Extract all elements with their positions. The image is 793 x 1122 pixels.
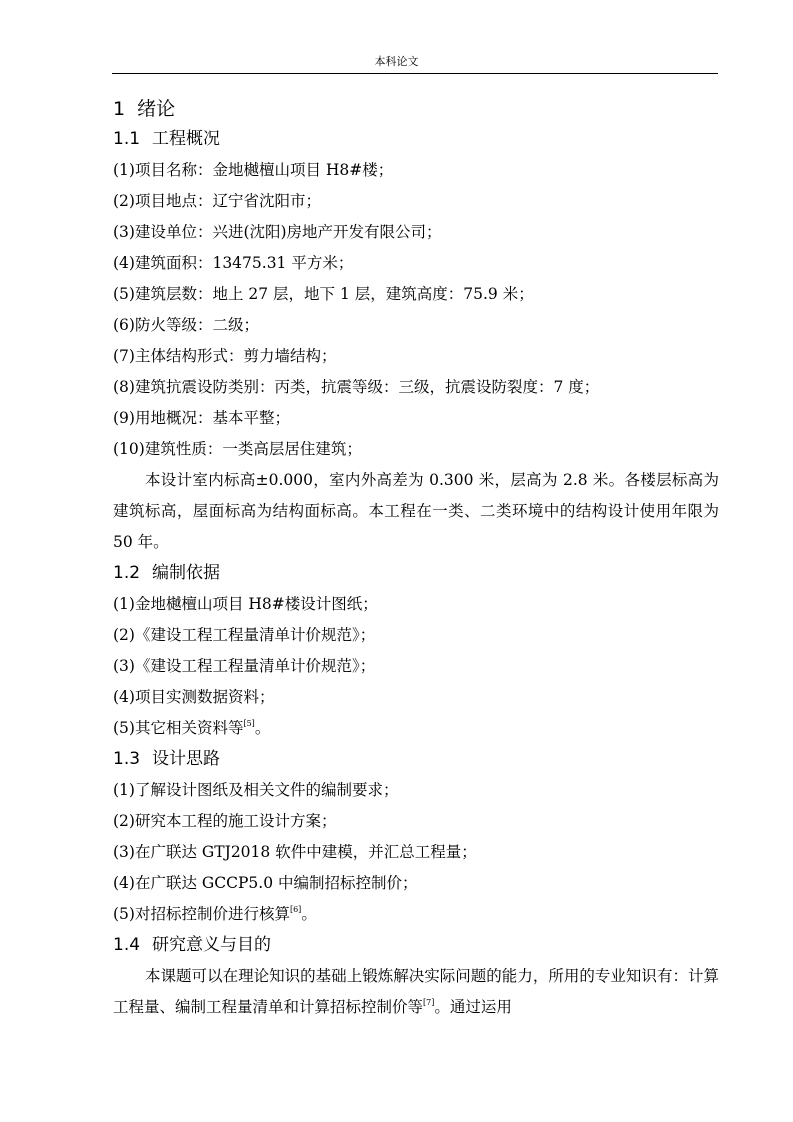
citation-ref: [5] xyxy=(243,719,255,728)
section-number: 1.3 xyxy=(113,749,141,769)
body-paragraph xyxy=(113,961,719,1023)
section-heading-1-2 xyxy=(113,558,719,589)
header-rule xyxy=(112,73,718,74)
list-item xyxy=(113,713,719,744)
list-item: (4)建筑面积：13475.31 平方米； xyxy=(113,254,354,272)
citation-ref: [6] xyxy=(289,905,302,914)
list-item: (2)项目地点：辽宁省沈阳市； xyxy=(113,192,321,210)
list-item: (10)建筑性质：一类高层居住建筑； xyxy=(113,440,362,458)
list-item: (4)在广联达 GCCP5.0 中编制招标控制价； xyxy=(113,874,418,892)
section-title: 工程概况 xyxy=(152,129,221,149)
list-item: (4)项目实测数据资料； xyxy=(113,688,275,706)
list-item: (7)主体结构形式：剪力墙结构； xyxy=(113,347,337,365)
citation-ref: [7] xyxy=(423,998,435,1007)
document-body xyxy=(113,94,719,1023)
list-item: (3)《建设工程工程量清单计价规范》； xyxy=(113,657,376,675)
list-item-text: (5)对招标控制价进行核算 xyxy=(113,905,290,923)
section-number: 1.4 xyxy=(113,935,141,955)
list-item: (9)用地概况：基本平整； xyxy=(113,409,290,427)
list-item: (1)了解设计图纸及相关文件的编制要求； xyxy=(113,781,399,799)
list-item: (1)金地樾檀山项目 H8#楼设计图纸； xyxy=(113,595,378,613)
list-item: (5)建筑层数：地上 27 层，地下 1 层，建筑高度：75.9 米； xyxy=(113,285,534,303)
chapter-heading xyxy=(113,94,719,124)
section-title: 编制依据 xyxy=(152,563,221,583)
list-item: (1)项目名称：金地樾檀山项目 H8#楼； xyxy=(113,161,394,179)
page-header: 本科论文 xyxy=(374,55,419,68)
chapter-title: 绪论 xyxy=(137,98,176,120)
section-number: 1.1 xyxy=(113,129,141,149)
section-title: 设计思路 xyxy=(152,749,221,769)
section-heading-1-4 xyxy=(113,930,719,961)
list-item-end: 。 xyxy=(254,719,271,737)
section-title: 研究意义与目的 xyxy=(152,935,272,955)
body-paragraph: 本设计室内标高±0.000，室内外高差为 0.300 米，层高为 2.8 米。各楼层标高为建筑标高，屋面标高为结构面标高。本工程在一类、二类环境中的结构设计使用年限为 50 年。 xyxy=(113,471,719,551)
section-heading-1-1 xyxy=(113,124,719,155)
list-item xyxy=(113,899,719,930)
chapter-number: 1 xyxy=(113,98,126,120)
section-number: 1.2 xyxy=(113,563,141,583)
paragraph-text: 本课题可以在理论知识的基础上锻炼解决实际问题的能力，所用的专业知识有：计算工程量、编制工程量清单和计算招标控制价等 xyxy=(113,967,719,1016)
list-item-end: 。 xyxy=(301,905,317,923)
list-item: (2)研究本工程的施工设计方案； xyxy=(113,812,337,830)
section-heading-1-3 xyxy=(113,744,719,775)
list-item: (2)《建设工程工程量清单计价规范》； xyxy=(113,626,376,644)
list-item: (3)在广联达 GTJ2018 软件中建模，并汇总工程量； xyxy=(113,843,477,861)
list-item: (3)建设单位：兴进(沈阳)房地产开发有限公司； xyxy=(113,223,442,241)
paragraph-text: 。通过运用 xyxy=(434,998,512,1016)
list-item: (8)建筑抗震设防类别：丙类，抗震等级：三级，抗震设防裂度：7 度； xyxy=(113,378,600,396)
list-item: (6)防火等级：二级； xyxy=(113,316,259,334)
list-item-text: (5)其它相关资料等 xyxy=(113,719,244,737)
